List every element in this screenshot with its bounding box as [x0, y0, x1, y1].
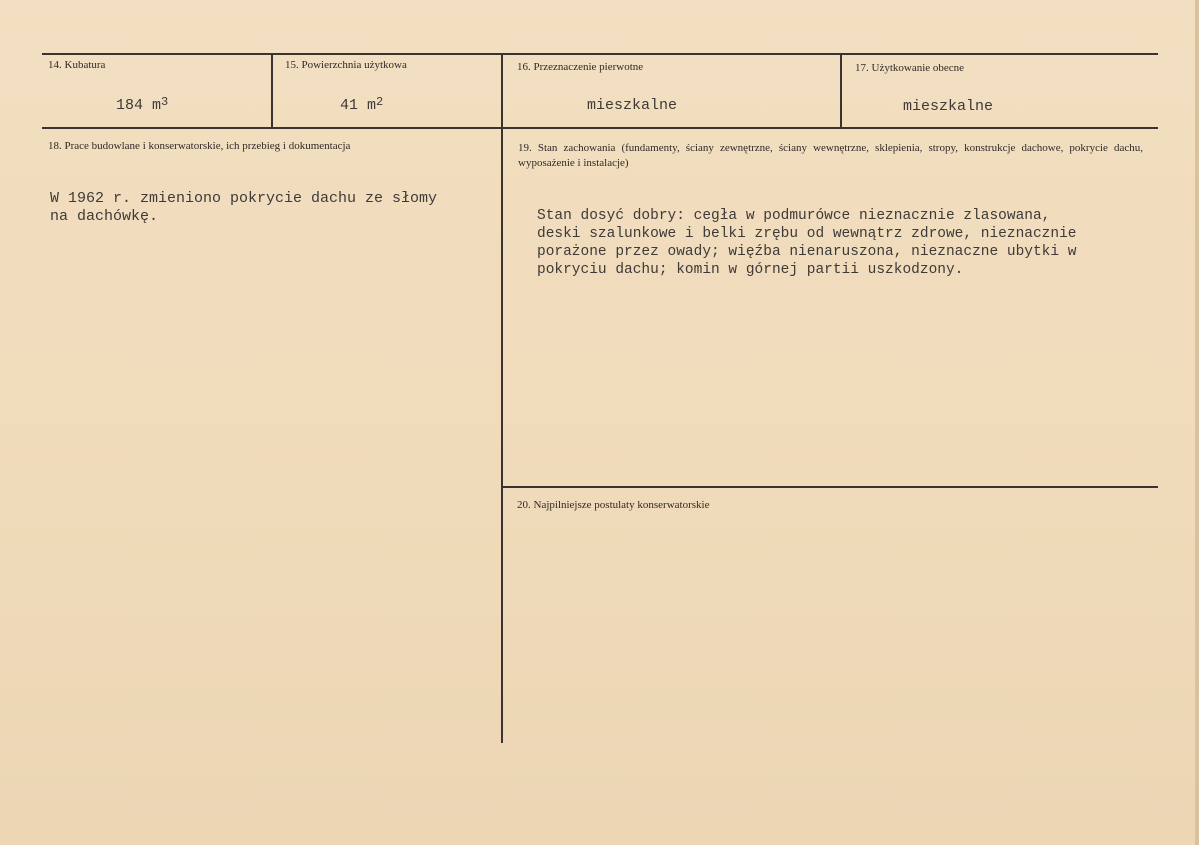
- uzytkowanie-label: 17. Użytkowanie obecne: [855, 62, 965, 74]
- top-rule: [42, 53, 1158, 55]
- prace-text: W 1962 r. zmieniono pokrycie dachu ze słomy na dachówkę.: [50, 190, 438, 225]
- stan-zachowania-label: 19. Stan zachowania (fundamenty, ściany zewnętrzne, ściany wewnętrzne, sklepienia, stropy, konstrukcje dachowe, pokrycie dachu, wyposażenie i instalacje): [518, 142, 1143, 169]
- postulaty-label: 20. Najpilniejsze postulaty konserwatorskie: [517, 499, 710, 511]
- prace-label: 18. Prace budowlane i konserwatorskie, ich przebieg i dokumentacja: [48, 140, 351, 152]
- stan-zachowania-text: Stan dosyć dobry: cegła w podmurówce nieznacznie zlasowana, deski szalunkowe i belki zrębu od wewnątrz zdrowe, nieznacznie porażone przez owady; więźba nienaruszona, nieznaczne ubytki w pokryciu dachu; komin w górnej partii uszkodzony.: [537, 208, 1077, 278]
- kubatura-label: 14. Kubatura: [48, 59, 106, 71]
- col-divider-16-17: [840, 53, 842, 128]
- kubatura-value: 184 $m^3$: [116, 95, 169, 114]
- col-divider-15-16: [501, 53, 503, 743]
- section-19-20-divider: [503, 486, 1158, 488]
- row-divider: [42, 127, 1158, 129]
- uzytkowanie-value: mieszkalne: [903, 98, 994, 115]
- powierzchnia-value: 41 $m^2$: [340, 95, 384, 114]
- col-divider-14-15: [271, 53, 273, 128]
- przeznaczenie-value: mieszkalne: [587, 97, 678, 114]
- powierzchnia-label: 15. Powierzchnia użytkowa: [285, 59, 407, 71]
- przeznaczenie-label: 16. Przeznaczenie pierwotne: [517, 61, 644, 73]
